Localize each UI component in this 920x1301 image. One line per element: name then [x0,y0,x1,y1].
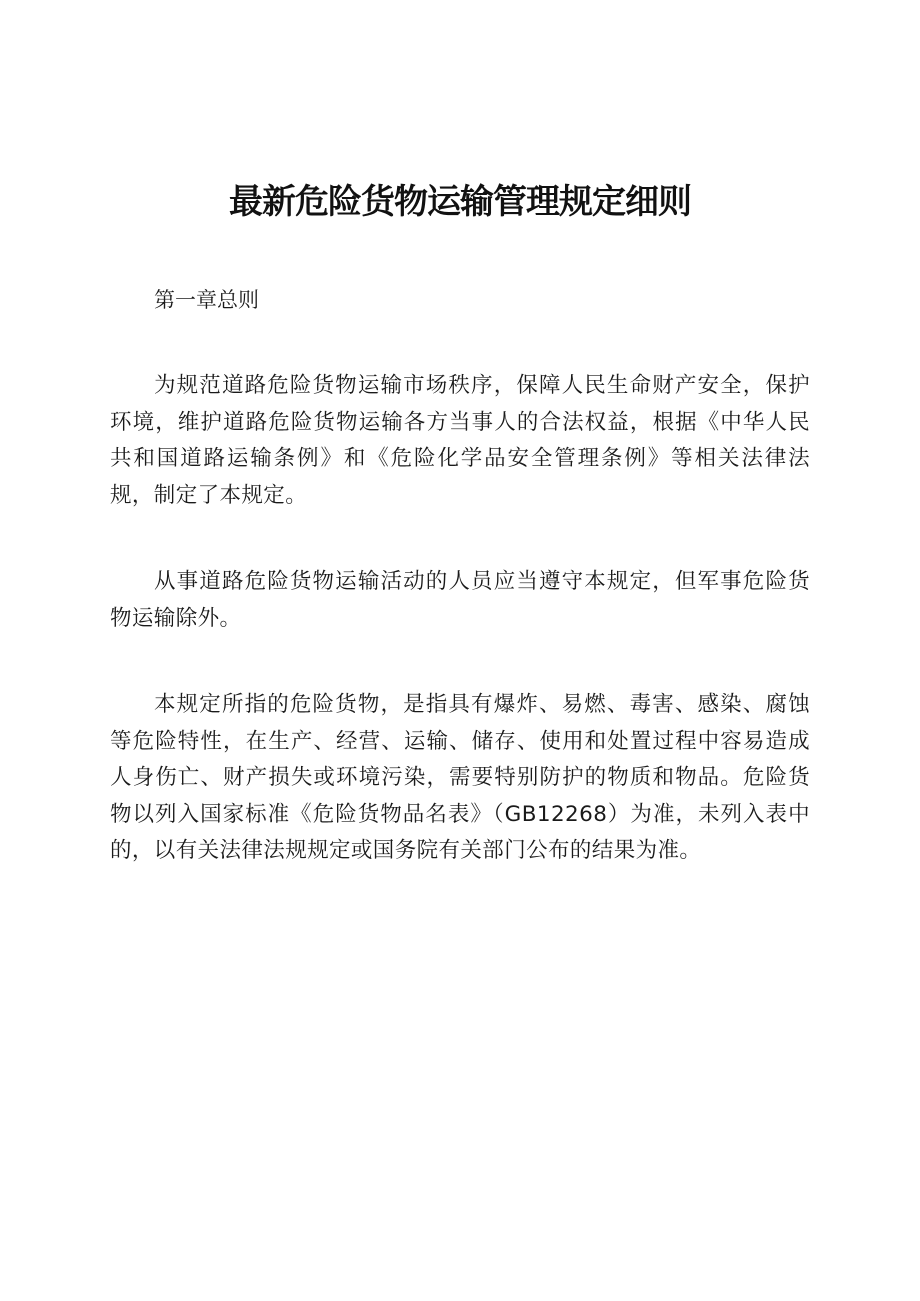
chapter-heading: 第一章总则 [154,288,259,312]
document-body [110,282,810,870]
paragraph-purpose: 为规范道路危险货物运输市场秩序，保障人民生命财产安全，保护环境，维护道路危险货物运输各方当事人的合法权益，根据《中华人民共和国道路运输条例》和《危险化学品安全管理条例》等相关法律法规，制定了本规定。 [110,373,810,508]
paragraph-definition: 本规定所指的危险货物，是指具有爆炸、易燃、毒害、感染、腐蚀等危险特性，在生产、经营、运输、储存、使用和处置过程中容易造成人身伤亡、财产损失或环境污染，需要特别防护的物质和物品。危险货物以列入国家标准《危险货物品名表》（GB12268）为准，未列入表中的，以有关法律法规规定或国务院有关部门公布的结果为准。 [110,692,810,863]
document-title: 最新危险货物运输管理规定细则 [229,182,691,222]
paragraph-scope: 从事道路危险货物运输活动的人员应当遵守本规定，但军事危险货物运输除外。 [110,569,810,631]
